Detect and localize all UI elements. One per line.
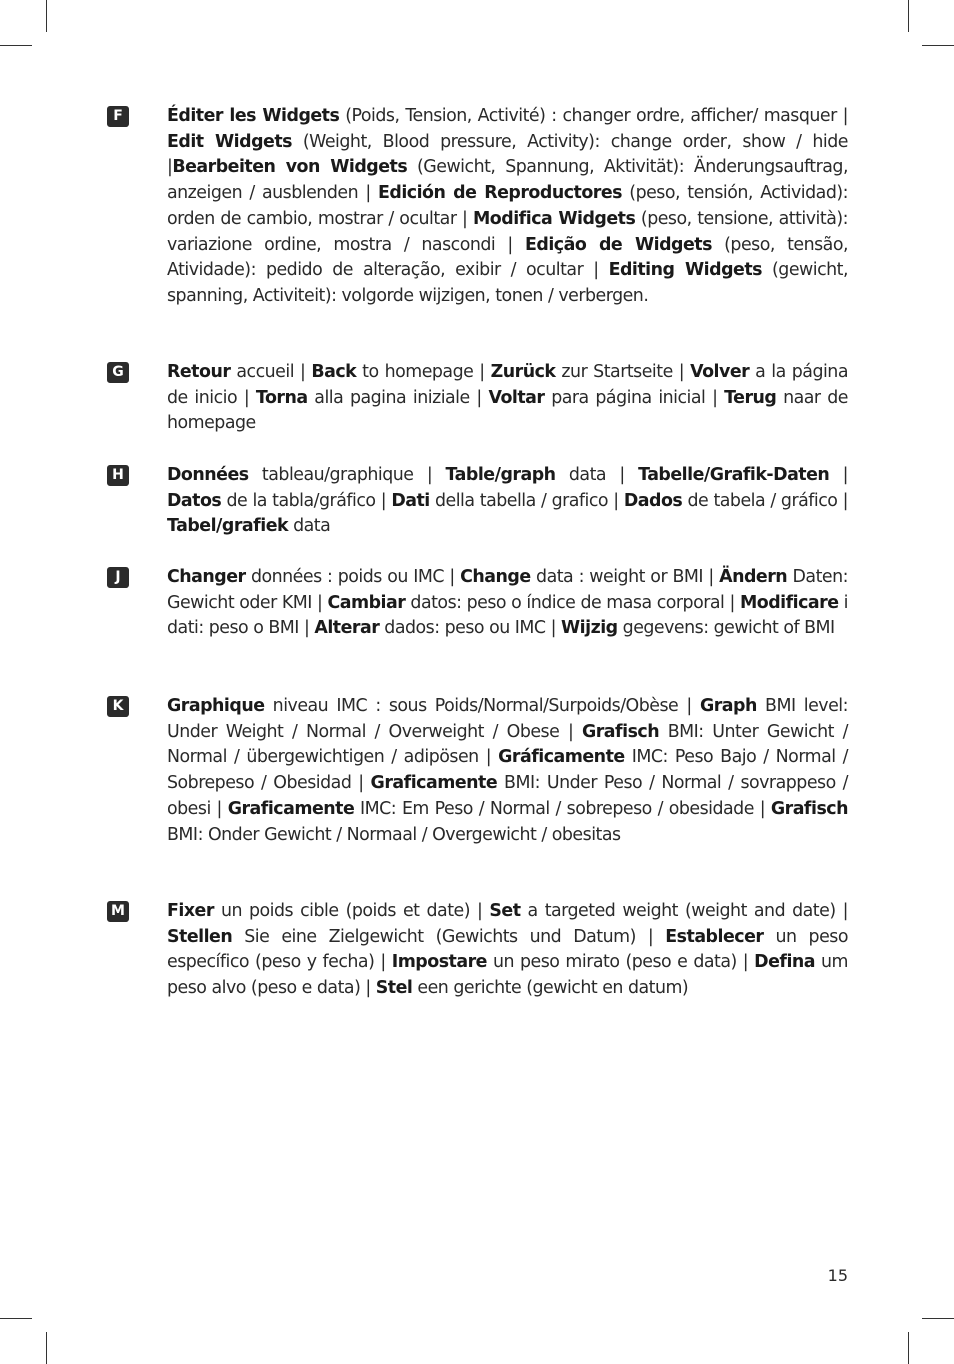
bold-term: Torna	[255, 387, 308, 408]
description-text: datos: peso o índice de masa corporal |	[405, 592, 740, 613]
description-text: (peso, tensión, Actividad): orden de cambio, mostrar / ocultar |	[167, 183, 849, 229]
bold-term: Tabel/grafiek	[167, 516, 289, 537]
description-text: a targeted weight (weight and date) |	[520, 901, 848, 921]
description-text: un peso específico (peso y fecha) |	[167, 926, 848, 973]
bold-term: Graph	[699, 696, 757, 716]
description-text: zur Startseite |	[555, 362, 691, 382]
description-text: gegevens: gewicht of BMI	[617, 618, 835, 639]
description-text: data : weight or BMI |	[530, 567, 720, 587]
bold-term: Edição de Widgets	[524, 234, 712, 255]
bold-term: Change	[460, 567, 531, 587]
section-paragraph	[167, 899, 848, 1002]
bold-term: Voltar	[488, 387, 545, 408]
bold-term: Stellen	[167, 926, 233, 947]
bold-term: Edición de Reproductores	[378, 183, 623, 204]
section-letter-badge: G	[107, 362, 129, 383]
description-text: accueil |	[230, 362, 312, 382]
description-text: BMI level: Under Weight / Normal / Overweight / Obese |	[167, 696, 848, 742]
bold-term: Volver	[690, 362, 750, 382]
crop-mark	[922, 1318, 954, 1319]
description-text: Sie eine Zielgewicht (Gewichts und Datum) |	[232, 926, 666, 947]
bold-term: Graficamente	[227, 798, 355, 819]
description-text: (gewicht, spanning, Activiteit): volgorde wijzigen, tonen / verbergen.	[167, 260, 849, 306]
section-letter-badge: H	[107, 465, 129, 486]
page-number: 15	[827, 1266, 848, 1285]
description-text: IMC: Peso Bajo / Normal / Sobrepeso / Obesidad |	[167, 747, 848, 794]
bold-term: Wijzig	[560, 618, 618, 639]
bold-term: Tabelle/Grafik-Daten	[638, 465, 830, 485]
bold-term: Dados	[623, 490, 683, 511]
bold-term: Table/graph	[445, 465, 556, 485]
description-text: données : poids ou IMC |	[245, 567, 461, 587]
description-text: tableau/graphique |	[248, 465, 446, 485]
bold-term: Impostare	[391, 952, 487, 973]
bold-term: Set	[489, 901, 521, 921]
description-text: un peso mirato (peso e data) |	[486, 952, 755, 973]
bold-term: Éditer les Widgets	[167, 106, 340, 126]
bold-term: Terug	[724, 387, 777, 408]
description-text: BMI: Unter Gewicht / Normal / übergewichtigen / adipösen |	[167, 721, 848, 768]
bold-term: Gráficamente	[498, 747, 625, 768]
crop-mark	[922, 45, 954, 46]
bold-term: Modificare	[739, 592, 839, 613]
description-text: Daten: Gewicht oder KMI |	[167, 567, 848, 613]
description-text: (Weight, Blood pressure, Activity): change order, show / hide |	[167, 131, 848, 178]
bold-term: Cambiar	[327, 592, 406, 613]
crop-mark	[908, 0, 909, 32]
bold-term: Editing Widgets	[608, 260, 762, 281]
section-letter-badge: M	[107, 901, 129, 922]
description-text: (Gewicht, Spannung, Aktivität): Änderungsauftrag, anzeigen / ausblenden |	[167, 157, 848, 204]
description-text: (peso, tensão, Atividade): pedido de alteração, exibir / ocultar |	[167, 234, 849, 281]
bold-term: Datos	[167, 490, 222, 511]
bold-term: Retour	[167, 362, 231, 382]
bold-term: Données	[167, 465, 249, 485]
description-text: BMI: Onder Gewicht / Normaal / Overgewicht / obesitas	[167, 824, 621, 845]
bold-term: Dati	[391, 490, 430, 511]
bold-term: Defina	[754, 952, 816, 973]
description-text: a la página de inicio |	[167, 362, 848, 408]
bold-term: Grafisch	[770, 798, 848, 819]
description-text: alla pagina iniziale |	[307, 387, 489, 408]
bold-term: Graphique	[167, 696, 265, 716]
bold-term: Grafisch	[581, 721, 660, 742]
description-text: een gerichte (gewicht en datum)	[412, 978, 689, 999]
description-text: (peso, tensione, attività): variazione ordine, mostra / nascondi |	[167, 208, 848, 255]
description-text: i dati: peso o BMI |	[167, 592, 848, 639]
section-paragraph	[167, 565, 848, 642]
bold-term: Zurück	[490, 362, 556, 382]
section-letter-badge: K	[107, 696, 129, 717]
section-letter-badge: J	[107, 567, 129, 588]
description-text: dados: peso ou IMC |	[379, 618, 561, 639]
bold-term: Alterar	[314, 618, 380, 639]
description-text: um peso alvo (peso e data) |	[167, 952, 848, 999]
section-letter-badge: F	[107, 106, 129, 127]
description-text: de la tabla/gráfico |	[221, 490, 392, 511]
description-text: data |	[555, 465, 639, 485]
crop-mark	[0, 45, 32, 46]
bold-term: Changer	[167, 567, 246, 587]
description-text: niveau IMC : sous Poids/Normal/Surpoids/Obèse |	[264, 696, 700, 716]
description-text: to homepage |	[356, 362, 491, 382]
crop-mark	[908, 1332, 909, 1364]
description-text: de tabela / gráfico |	[682, 490, 848, 511]
description-text: |	[829, 465, 849, 485]
description-text: para página inicial |	[544, 387, 725, 408]
section-paragraph	[167, 463, 848, 540]
description-text: un poids cible (poids et date) |	[213, 901, 490, 921]
bold-term: Fixer	[167, 901, 214, 921]
description-text: data	[288, 516, 331, 537]
description-text: della tabella / grafico |	[429, 490, 624, 511]
bold-term: Back	[311, 362, 357, 382]
bold-term: Stel	[375, 978, 413, 999]
section-paragraph	[167, 694, 848, 848]
description-text: naar de homepage	[167, 387, 848, 434]
crop-mark	[0, 1318, 32, 1319]
crop-mark	[46, 1332, 47, 1364]
description-text: (Poids, Tension, Activité) : changer ordre, afficher/ masquer |	[339, 106, 848, 126]
description-text: BMI: Under Peso / Normal / sovrappeso / obesi |	[167, 773, 848, 819]
bold-term: Edit Widgets	[167, 131, 293, 152]
bold-term: Bearbeiten von Widgets	[172, 157, 408, 178]
crop-mark	[46, 0, 47, 32]
bold-term: Graficamente	[370, 773, 498, 794]
bold-term: Ändern	[719, 567, 788, 587]
section-paragraph	[167, 104, 848, 310]
description-text: IMC: Em Peso / Normal / sobrepeso / obesidade |	[354, 798, 771, 819]
bold-term: Modifica Widgets	[473, 208, 636, 229]
section-paragraph	[167, 360, 848, 437]
bold-term: Establecer	[665, 926, 764, 947]
